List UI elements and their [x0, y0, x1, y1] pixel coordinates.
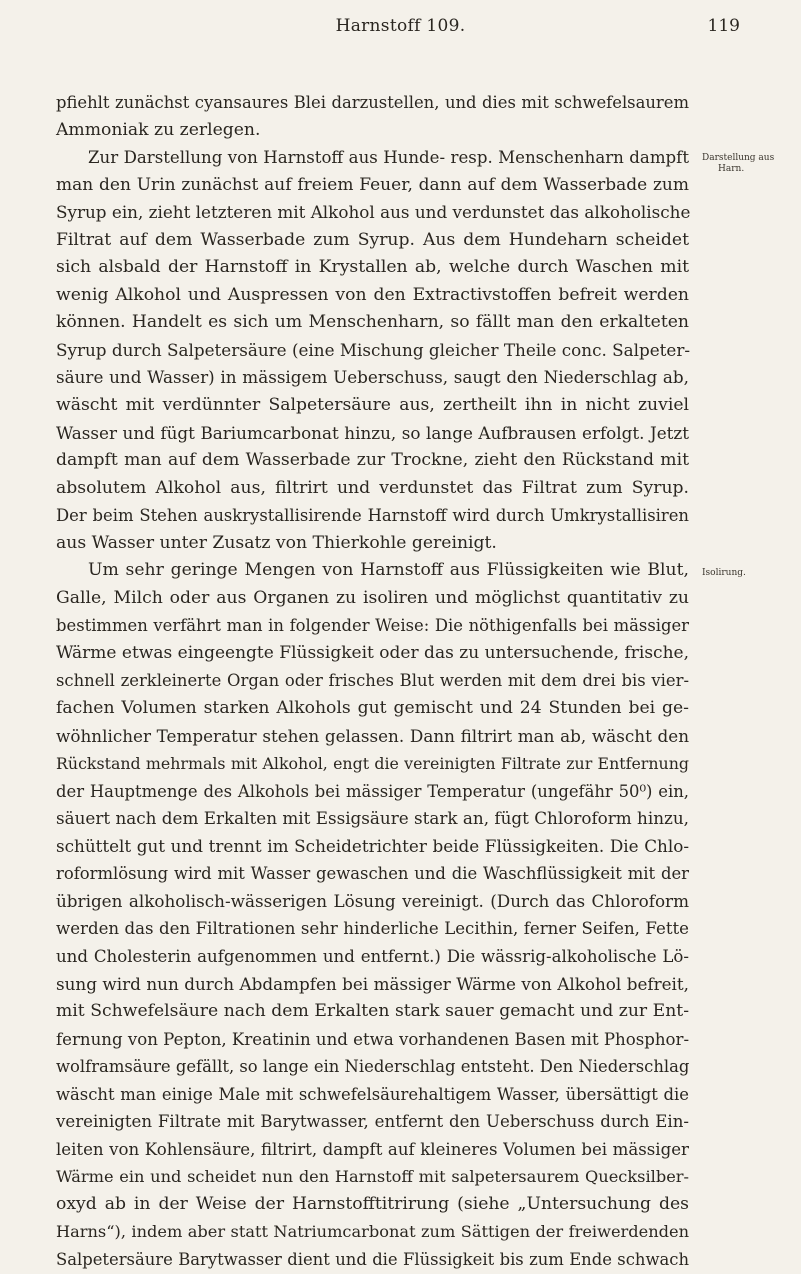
text-line: pfiehlt zunächst cyansaures Blei darzustellen, und dies mit schwefelsaurem [56, 93, 689, 112]
text-line: wäscht man einige Male mit schwefelsäurehaltigem Wasser, übersättigt die [56, 1084, 689, 1104]
text-line: Der beim Stehen auskrystallisirende Harnstoff wird durch Umkrystallisiren [56, 506, 689, 526]
text-line: leiten von Kohlensäure, filtrirt, dampft auf kleineres Volumen bei mässiger [56, 1139, 689, 1159]
text-line: wenig Alkohol und Auspressen von den Extractivstoffen befreit werden [56, 284, 689, 305]
text-line: Harns“), indem aber statt Natriumcarbonat zum Sättigen der freiwerdenden [56, 1222, 689, 1242]
text-line: roformlösung wird mit Wasser gewaschen und die Waschflüssigkeit mit der [56, 864, 689, 884]
text-line: fachen Volumen starken Alkohols gut gemischt und 24 Stunden bei ge- [56, 698, 689, 719]
text-line: Salpetersäure Barytwasser dient und die Flüssigkeit bis zum Ende schwach [56, 1249, 689, 1269]
text-line: fernung von Pepton, Kreatinin und etwa vorhandenen Basen mit Phosphor- [56, 1029, 690, 1049]
text-line: säuert nach dem Erkalten mit Essigsäure stark an, fügt Chloroform hinzu, [56, 808, 690, 829]
text-line: Zur Darstellung von Harnstoff aus Hunde- resp. Menschenharn dampft [88, 148, 689, 168]
text-line: mit Schwefelsäure nach dem Erkalten stark sauer gemacht und zur Ent- [56, 1001, 689, 1022]
margin-note-darstellung [702, 153, 774, 175]
page-number: 119 [707, 16, 740, 36]
text-line: schüttelt gut und trennt im Scheidetrichter beide Flüssigkeiten. Die Chlo- [56, 835, 689, 856]
text-line: säure und Wasser) in mässigem Ueberschuss, saugt den Niederschlag ab, [56, 367, 689, 388]
text-line: übrigen alkoholisch-wässerigen Lösung vereinigt. (Durch das Chloroform [56, 890, 689, 911]
text-line: Galle, Milch oder aus Organen zu isoliren und möglichst quantitativ zu [56, 587, 689, 608]
text-line: können. Handelt es sich um Menschenharn, so fällt man den erkalteten [56, 312, 689, 333]
text-line: bestimmen verfährt man in folgender Weise: Die nöthigenfalls bei mässiger [56, 616, 689, 636]
text-line: schnell zerkleinerte Organ oder frisches Blut werden mit dem drei bis vier- [56, 671, 689, 691]
margin-note-line: Darstellung aus [702, 153, 775, 163]
running-header: Harnstoff 109. [335, 16, 466, 36]
text-line: man den Urin zunächst auf freiem Feuer, dann auf dem Wasserbade zum [56, 174, 689, 195]
text-line: Rückstand mehrmals mit Alkohol, engt die vereinigten Filtrate zur Entfernung [56, 754, 689, 774]
text-line: Wasser und fügt Bariumcarbonat hinzu, so lange Aufbrausen erfolgt. Jetzt [56, 422, 689, 443]
text-line: Um sehr geringe Mengen von Harnstoff aus Flüssigkeiten wie Blut, [88, 560, 689, 581]
text-line: Ammoniak zu zerlegen. [56, 119, 261, 140]
text-line: oxyd ab in der Weise der Harnstofftitrirung (siehe „Untersuchung des [56, 1193, 689, 1214]
text-line: Syrup ein, zieht letzteren mit Alkohol aus und verdunstet das alkoholische [56, 202, 691, 223]
text-line: sung wird nun durch Abdampfen bei mässiger Wärme von Alkohol befreit, [56, 973, 689, 994]
text-line: aus Wasser unter Zusatz von Thierkohle gereinigt. [56, 532, 497, 553]
text-line: absolutem Alkohol aus, filtrirt und verdunstet das Filtrat zum Syrup. [56, 477, 689, 498]
text-line: und Cholesterin aufgenommen und entfernt.) Die wässrig-alkoholische Lö- [56, 946, 689, 966]
text-line: werden das den Filtrationen sehr hinderliche Lecithin, ferner Seifen, Fette [56, 919, 689, 939]
text-line: wäscht mit verdünnter Salpetersäure aus, zertheilt ihn in nicht zuviel [56, 395, 689, 416]
margin-note-isolirung: Isolirung. [702, 568, 746, 578]
text-line: Filtrat auf dem Wasserbade zum Syrup. Aus dem Hundeharn scheidet [56, 229, 689, 250]
body-text [56, 89, 689, 1274]
text-line: sich alsbald der Harnstoff in Krystallen ab, welche durch Waschen mit [56, 257, 689, 278]
text-line: der Hauptmenge des Alkohols bei mässiger Temperatur (ungefähr 50⁰) ein, [56, 781, 689, 801]
text-line: Wärme ein und scheidet nun den Harnstoff mit salpetersaurem Quecksilber- [56, 1167, 689, 1187]
text-line: wöhnlicher Temperatur stehen gelassen. Dann filtrirt man ab, wäscht den [56, 725, 689, 746]
text-line: vereinigten Filtrate mit Barytwasser, entfernt den Ueberschuss durch Ein- [56, 1112, 689, 1132]
text-line: dampft man auf dem Wasserbade zur Trockne, zieht den Rückstand mit [56, 450, 689, 471]
text-line: wolframsäure gefällt, so lange ein Niederschlag entsteht. Den Niederschlag [56, 1057, 690, 1077]
text-line: Syrup durch Salpetersäure (eine Mischung gleicher Theile conc. Salpeter- [56, 339, 691, 360]
text-line: Wärme etwas eingeengte Flüssigkeit oder das zu untersuchende, frische, [56, 642, 689, 663]
margin-note-line: Harn. [718, 164, 745, 174]
